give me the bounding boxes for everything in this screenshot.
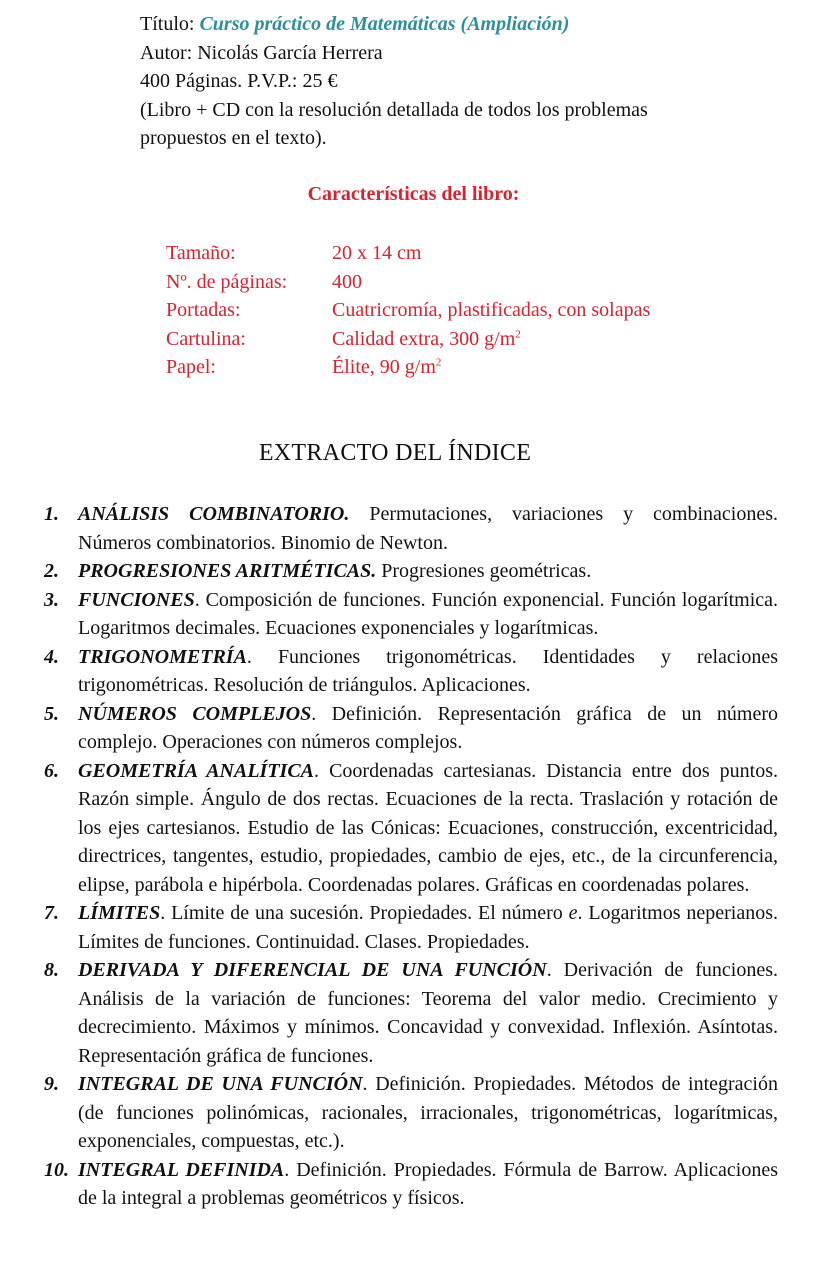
index-item-heading: NÚMEROS COMPLEJOS bbox=[78, 702, 312, 725]
index-item bbox=[44, 643, 778, 700]
index-item-heading: TRIGONOMETRÍA bbox=[78, 645, 247, 668]
spec-value-text: Élite, 90 g/m bbox=[332, 356, 436, 378]
index-item-number: 7. bbox=[44, 902, 59, 924]
book-note-line1: (Libro + CD con la resolución detallada de todos los problemas bbox=[140, 98, 648, 121]
index-item bbox=[44, 557, 778, 586]
index-item bbox=[44, 500, 778, 557]
index-item-heading: INTEGRAL DE UNA FUNCIÓN bbox=[78, 1073, 363, 1095]
index-item-text: . Definición. Propiedades. Métodos de integración (de funciones polinómicas, racionales, irracionales, trigonométricas, logarítmicas, exponenciales, compuestas, etc.). bbox=[78, 1073, 778, 1152]
index-item-number: 10. bbox=[44, 1158, 69, 1181]
index-item bbox=[44, 1156, 778, 1213]
spec-label: Nº. de páginas: bbox=[166, 270, 288, 293]
spec-value: 400 bbox=[332, 270, 362, 293]
index-item bbox=[44, 956, 778, 1070]
spec-label: Tamaño: bbox=[166, 242, 236, 264]
index-item-heading: LÍMITES bbox=[78, 902, 161, 924]
index-item-text: . Coordenadas cartesianas. Distancia entre dos puntos. Razón simple. Ángulo de dos rectas. Ecuaciones de la recta. Traslación y rotación de los ejes cartesianos. Estudio de las Cónicas: Ecuaciones, construcción, excentricidad, directrices, tangentes, estudio, propiedades, cambio de ejes, etc., de la circunferencia, elipse, parábola e hipérbola. Coordenadas polares. Gráficas en coordenadas polares. bbox=[78, 759, 778, 896]
index-item-number: 4. bbox=[44, 645, 59, 668]
features-heading: Características del libro: bbox=[307, 183, 520, 205]
index-item-text: Progresiones geométricas. bbox=[376, 560, 592, 582]
superscript: 2 bbox=[435, 356, 442, 369]
book-title: Curso práctico de Matemáticas (Ampliación) bbox=[199, 13, 570, 35]
index-item bbox=[44, 899, 778, 956]
index-item-heading: ANÁLISIS COMBINATORIO. bbox=[78, 503, 350, 525]
features-table bbox=[166, 239, 650, 382]
index-item-text: . Definición. Representación gráfica de un número complejo. Operaciones con números complejos. bbox=[78, 702, 778, 753]
spec-row bbox=[166, 296, 650, 325]
index-item-number: 2. bbox=[44, 560, 59, 582]
spec-value-text: Calidad extra, 300 g/m bbox=[332, 327, 516, 350]
index-item-text: . Composición de funciones. Función exponencial. Función logarítmica. Logaritmos decimales. Ecuaciones exponenciales y logarítmicas. bbox=[78, 588, 778, 639]
index-item-text: . Definición. Propiedades. Fórmula de Barrow. Aplicaciones de la integral a problemas geométricos y físicos. bbox=[78, 1158, 778, 1209]
index-item bbox=[44, 586, 778, 643]
index-item-number: 5. bbox=[44, 702, 59, 725]
index-item-number: 6. bbox=[44, 759, 59, 782]
index-item-text: . Límite de una sucesión. Propiedades. El número bbox=[160, 902, 569, 924]
spec-value: Cuatricromía, plastificadas, con solapas bbox=[332, 299, 651, 321]
index-item-text: . Derivación de funciones. Análisis de la variación de funciones: Teorema del valor medio. Crecimiento y decrecimiento. Máximos y mínimos. Concavidad y convexidad. Inflexión. Asíntotas. Representación gráfica de funciones. bbox=[78, 959, 778, 1067]
spec-label: Portadas: bbox=[166, 299, 241, 321]
index-list bbox=[44, 500, 778, 1213]
spec-row bbox=[166, 353, 650, 382]
index-item-heading: PROGRESIONES ARITMÉTICAS. bbox=[78, 560, 377, 582]
spec-row bbox=[166, 268, 650, 297]
index-item bbox=[44, 1070, 778, 1156]
spec-row bbox=[166, 325, 650, 354]
index-item-text: . Logaritmos neperianos. Límites de funciones. Continuidad. Clases. Propiedades. bbox=[78, 902, 778, 953]
index-heading: EXTRACTO DEL ÍNDICE bbox=[258, 440, 532, 466]
index-item bbox=[44, 700, 778, 757]
book-pages-price: 400 Páginas. P.V.P.: 25 € bbox=[140, 70, 338, 92]
book-title-line bbox=[140, 10, 740, 39]
index-item-number: 8. bbox=[44, 959, 59, 981]
spec-value: 20 x 14 cm bbox=[332, 242, 422, 264]
spec-label: Papel: bbox=[166, 356, 216, 378]
book-author: Autor: Nicolás García Herrera bbox=[140, 41, 383, 64]
book-note-line2: propuestos en el texto). bbox=[140, 127, 327, 149]
index-item-number: 9. bbox=[44, 1073, 59, 1095]
index-item bbox=[44, 757, 778, 900]
index-item-italic-e: e bbox=[568, 902, 578, 924]
index-item-text: . Funciones trigonométricas. Identidades y relaciones trigonométricas. Resolución de triángulos. Aplicaciones. bbox=[78, 645, 778, 696]
superscript: 2 bbox=[515, 327, 521, 340]
index-item-heading: DERIVADA Y DIFERENCIAL DE UNA FUNCIÓN bbox=[78, 959, 547, 981]
index-item-number: 3. bbox=[44, 588, 59, 611]
index-item-text: Permutaciones, variaciones y combinaciones. Números combinatorios. Binomio de Newton. bbox=[78, 503, 778, 554]
index-item-heading: GEOMETRÍA ANALÍTICA bbox=[78, 759, 315, 782]
spec-value bbox=[332, 353, 441, 382]
index-item-number: 1. bbox=[44, 503, 59, 525]
spec-value bbox=[332, 325, 521, 354]
title-label: Título: bbox=[140, 13, 200, 35]
index-item-heading: INTEGRAL DEFINIDA bbox=[78, 1158, 285, 1181]
spec-row bbox=[166, 239, 650, 268]
book-info bbox=[140, 10, 740, 153]
spec-label: Cartulina: bbox=[166, 327, 246, 350]
index-item-heading: FUNCIONES bbox=[78, 588, 195, 611]
